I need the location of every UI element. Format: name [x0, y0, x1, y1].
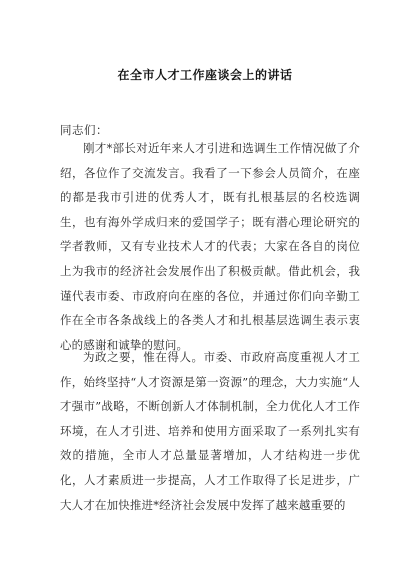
- document-title: 在全市人才工作座谈会上的讲话: [117, 68, 293, 82]
- salutation: 同志们：: [60, 123, 108, 137]
- body-paragraph: 刚才*部长对近年来人才引进和选调生工作情况做了介绍，各位作了交流发言。我看了一下参会人员简介，在座的都是我市引进的优秀人才，既有扎根基层的名校选调生，也有海外学成归来的爱国学子；既有潜心理论研究的学者教师，又有专业技术人才的代表；大家在各自的岗位上为我市的经济社会发展作出了积极贡献。借此机会，我谨代表市委、市政府向在座的各位，并通过你们向辛勤工作在全市各条战线上的各类人才和扎根基层选调生表示衷心的感谢和诚挚的慰问。: [60, 141, 360, 352]
- body-paragraph: 为政之要，惟在得人。市委、市政府高度重视人才工作，始终坚持“人才资源是第一资源”的理念，大力实施“人才强市”战略，不断创新人才体制机制，全力优化人才工作环境，在人才引进、培养和使用方面采取了一系列扎实有效的措施，全市人才总量显著增加，人才结构进一步优化，人才素质进一步提高，人才工作取得了长足进步，广大人才在加快推进*经济社会发展中发挥了越来越重要的: [60, 350, 360, 512]
